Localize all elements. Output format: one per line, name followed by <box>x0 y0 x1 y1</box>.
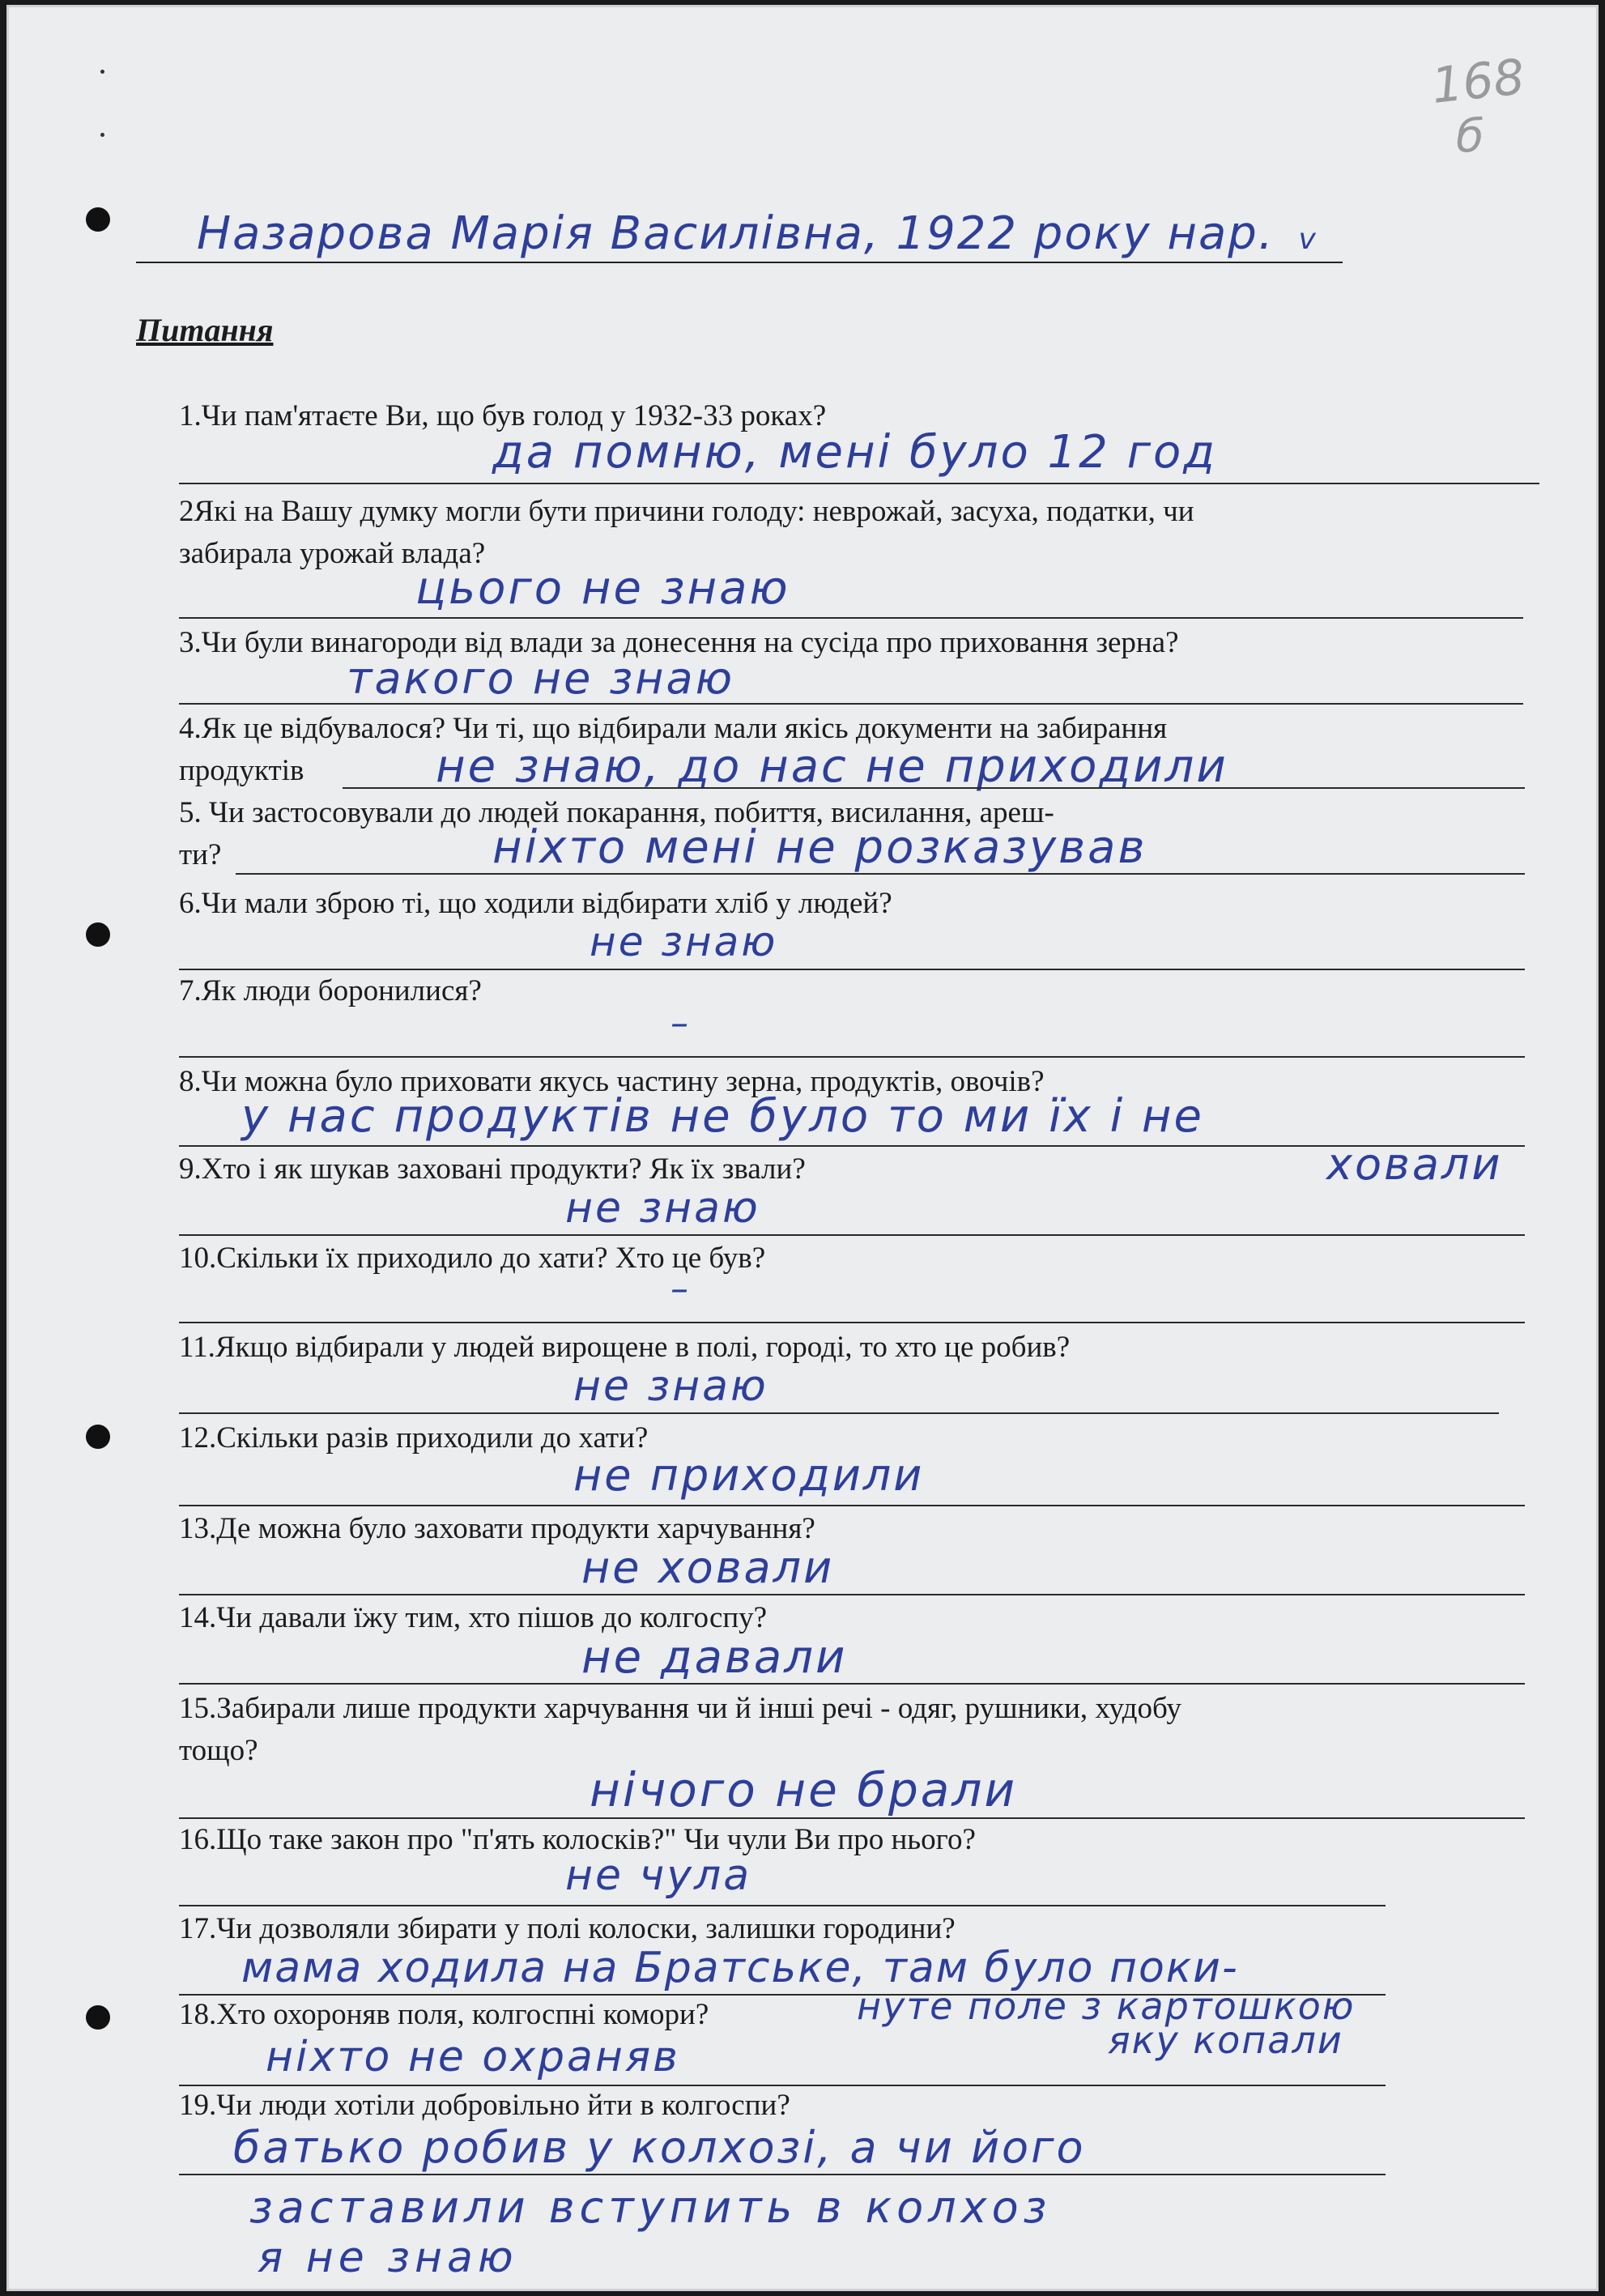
page-mark: б <box>1456 110 1484 163</box>
answer-line <box>179 1234 1525 1236</box>
question-text-line: 15.Забирали лише продукти харчування чи й інші речі - одяг, рушники, худобу <box>179 1692 1181 1725</box>
question-text-line: 2Які на Вашу думку могли бути причини голоду: неврожай, засуха, податки, чи <box>179 495 1194 528</box>
question-text-line: 18.Хто охороняв поля, колгоспні комори? <box>179 1998 709 2031</box>
answer-10: – <box>671 1268 691 1310</box>
question-text-line: 1.Чи пам'ятаєте Ви, що був голод у 1932-33 роках? <box>179 399 827 432</box>
answer-8-continuation: ховали <box>1326 1139 1503 1190</box>
answer-line <box>179 483 1539 484</box>
answer-16: не чула <box>565 1851 752 1900</box>
question-text-line: 17.Чи дозволяли збирати у полі колоски, залишки городини? <box>179 1912 956 1945</box>
answer-7: – <box>671 1003 691 1044</box>
answer-line <box>179 1145 1525 1147</box>
answer-3: такого не знаю <box>347 653 735 704</box>
question-text-line: 8.Чи можна було приховати якусь частину зерна, продуктів, овочів? <box>179 1065 1045 1098</box>
answer-line <box>179 617 1523 619</box>
answer-19-continuation: заставили вступить в колхоз <box>249 2182 1052 2233</box>
question-6 <box>179 883 892 925</box>
answer-line <box>179 1683 1525 1685</box>
question-text-line: 3.Чи були винагороди від влади за донесення на сусіда про приховання зерна? <box>179 626 1179 659</box>
answer-line <box>179 1594 1525 1595</box>
question-7 <box>179 970 482 1012</box>
answer-line <box>179 1505 1525 1506</box>
answer-5: ніхто мені не розказував <box>492 821 1147 874</box>
question-text-line: 6.Чи мали зброю ті, що ходили відбирати хліб у людей? <box>179 887 892 920</box>
answer-line <box>179 2174 1386 2175</box>
question-text-line: 10.Скільки їх приходило до хати? Хто це був? <box>179 1242 766 1275</box>
answer-6: не знаю <box>590 918 778 965</box>
question-19 <box>179 2085 790 2127</box>
answer-line <box>179 1056 1525 1058</box>
punch-hole <box>86 207 110 232</box>
answer-14: не давали <box>581 1631 848 1684</box>
question-text-line: 11.Якщо відбирали у людей вирощене в полі, городі, то хто це робив? <box>179 1331 1071 1364</box>
answer-line <box>179 703 1523 705</box>
speck <box>100 70 104 74</box>
question-text-line: 5. Чи застосовували до людей покарання, побиття, висилання, ареш- <box>179 796 1054 829</box>
respondent-check: v <box>1298 223 1318 256</box>
answer-13: не ховали <box>581 1542 835 1593</box>
question-text-line: ти? <box>179 838 222 871</box>
question-text-line: тощо? <box>179 1734 258 1767</box>
question-text-line: 19.Чи люди хотіли добровільно йти в колгоспи? <box>179 2089 790 2122</box>
question-text-line: 13.Де можна було заховати продукти харчування? <box>179 1512 815 1545</box>
question-text-line: 7.Як люди боронилися? <box>179 974 482 1007</box>
answer-line <box>179 1905 1386 1906</box>
answer-2: цього не знаю <box>415 562 790 615</box>
answer-12: не приходили <box>573 1450 925 1501</box>
answer-17: мама ходила на Братське, там було поки- <box>241 1944 1239 1992</box>
answer-1: да помню, мені було 12 год <box>492 426 1217 479</box>
question-18 <box>179 1994 709 2036</box>
question-text-line: забирала урожай влада? <box>179 537 486 570</box>
page-number: 168 <box>1428 49 1527 115</box>
answer-9: не знаю <box>565 1184 760 1233</box>
name-underline <box>136 262 1343 263</box>
punch-hole <box>86 1425 110 1449</box>
answer-17-continuation: нуте поле з картошкою <box>857 1984 1356 2028</box>
answer-line <box>179 1322 1525 1323</box>
answer-19: батько робив у колхозі, а чи його <box>233 2122 1086 2173</box>
questionnaire-page <box>6 5 1599 2291</box>
question-15 <box>179 1688 1181 1772</box>
question-text-line: продуктів <box>179 754 304 787</box>
speck <box>100 133 104 137</box>
answer-8: у нас продуктів не було то ми їх і не <box>241 1090 1204 1143</box>
answer-4: не знаю, до нас не приходили <box>436 740 1228 793</box>
question-text-line: 4.Як це відбувалося? Чи ті, що відбирали мали якісь документи на забирання <box>179 712 1168 745</box>
question-text-line: 16.Що таке закон про "п'ять колосків?" Чи чули Ви про нього? <box>179 1823 976 1856</box>
answer-line <box>343 787 1525 789</box>
respondent-name <box>197 207 1318 260</box>
answer-19-continuation: я не знаю <box>258 2234 518 2282</box>
answer-11: не знаю <box>573 1362 768 1411</box>
question-text-line: 12.Скільки разів приходили до хати? <box>179 1421 649 1455</box>
punch-hole <box>86 2005 110 2030</box>
answer-18: ніхто не охраняв <box>266 2033 680 2081</box>
answer-line <box>236 873 1525 875</box>
question-text-line: 9.Хто і як шукав заховані продукти? Як їх звали? <box>179 1152 806 1186</box>
page-title: Питання <box>136 312 274 348</box>
answer-17-continuation: яку копали <box>1108 2018 1343 2062</box>
respondent-text: Назарова Марія Василівна, 1922 року нар. <box>197 207 1275 260</box>
answer-15: нічого не брали <box>590 1762 1018 1817</box>
punch-hole <box>86 922 110 947</box>
answer-line <box>179 1412 1499 1414</box>
question-text-line: 14.Чи давали їжу тим, хто пішов до колгоспу? <box>179 1601 768 1634</box>
